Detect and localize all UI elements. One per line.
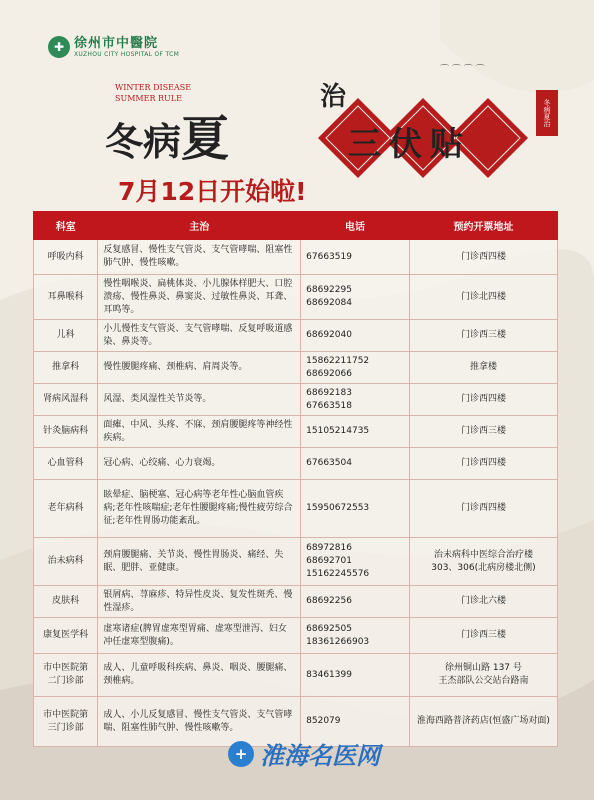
address-cell: 门诊西四楼 — [409, 448, 557, 480]
phone-cell: 83461399 — [301, 654, 410, 697]
address-cell: 门诊西四楼 — [409, 480, 557, 538]
flying-birds-decoration: ⌒ ⌒ ⌒ ⌒ — [440, 65, 485, 75]
header-address: 预约开票地址 — [409, 212, 557, 240]
table-row — [34, 384, 558, 416]
phone-cell: 15862211752 68692066 — [301, 352, 410, 384]
dept-cell: 肾病风湿科 — [34, 384, 98, 416]
address-cell: 门诊北四楼 — [409, 275, 557, 320]
dept-cell: 市中医院第三门诊部 — [34, 697, 98, 747]
title-zhi: 治 — [320, 82, 347, 112]
treatment-cell: 颈肩腰腿痛、关节炎、慢性胃肠炎、痛经、失眠、肥胖、亚健康。 — [98, 538, 301, 586]
address-cell: 门诊北六楼 — [409, 586, 557, 618]
treatment-cell: 银屑病、荨麻疹、特异性皮炎、复发性斑秃、慢性湿疹。 — [98, 586, 301, 618]
phone-cell: 67663504 — [301, 448, 410, 480]
dept-cell: 心血管科 — [34, 448, 98, 480]
hospital-logo — [48, 36, 179, 58]
table-row — [34, 352, 558, 384]
watermark-text: 淮海名医网 — [260, 741, 380, 770]
table-row — [34, 654, 558, 697]
phone-cell: 68692295 68692084 — [301, 275, 410, 320]
start-date-banner: 7月12日开始啦! — [118, 177, 307, 206]
english-line-1: WINTER DISEASE — [115, 83, 192, 92]
treatment-cell: 成人、儿童呼吸科疾病、鼻炎、咽炎、腰腿痛、颈椎病。 — [98, 654, 301, 697]
table-row — [34, 480, 558, 538]
phone-cell: 68692505 18361266903 — [301, 618, 410, 654]
phone-cell: 67663519 — [301, 240, 410, 275]
treatment-cell: 慢性咽喉炎、扁桃体炎、小儿腺体样肥大、口腔溃疡、慢性鼻炎、鼻窦炎、过敏性鼻炎、耳聋、耳鸣等。 — [98, 275, 301, 320]
address-cell: 门诊西四楼 — [409, 240, 557, 275]
phone-cell: 68692183 67663518 — [301, 384, 410, 416]
phone-cell: 15950672553 — [301, 480, 410, 538]
table-row — [34, 275, 558, 320]
address-cell: 门诊西三楼 — [409, 618, 557, 654]
logo-chinese-name: 徐州市中醫院 — [74, 35, 159, 51]
phone-cell: 68692040 — [301, 320, 410, 352]
address-cell: 推拿楼 — [409, 352, 557, 384]
site-watermark — [228, 736, 380, 771]
header-phone: 电话 — [301, 212, 410, 240]
dept-cell: 治未病科 — [34, 538, 98, 586]
title-xia: 夏 — [181, 111, 230, 167]
department-table — [33, 211, 558, 747]
header-treatment: 主治 — [98, 212, 301, 240]
treatment-cell: 小儿慢性支气管炎、支气管哮喘、反复呼吸道感染、鼻炎等。 — [98, 320, 301, 352]
table-row — [34, 416, 558, 448]
table-row — [34, 586, 558, 618]
address-cell: 门诊西三楼 — [409, 416, 557, 448]
dept-cell: 耳鼻喉科 — [34, 275, 98, 320]
treatment-cell: 虚寒诸症(脾胃虚寒型胃痛、虚寒型泄泻、妇女冲任虚寒型腹痛)。 — [98, 618, 301, 654]
table-row — [34, 240, 558, 275]
treatment-cell: 冠心病、心绞痛、心力衰竭。 — [98, 448, 301, 480]
address-cell: 淮海西路普济药店(恒盛广场对面) — [409, 697, 557, 747]
dept-cell: 呼吸内科 — [34, 240, 98, 275]
dept-cell: 推拿科 — [34, 352, 98, 384]
dept-cell: 皮肤科 — [34, 586, 98, 618]
sanfu-tie-title: 三伏贴 — [348, 124, 471, 163]
address-cell: 治未病科中医综合治疗楼 303、306(北病房楼北侧) — [409, 538, 557, 586]
dept-cell: 儿科 — [34, 320, 98, 352]
english-line-2: SUMMER RULE — [115, 94, 182, 103]
logo-english-name: XUZHOU CITY HOSPITAL OF TCM — [74, 50, 180, 58]
treatment-cell: 慢性腰腿疼痛、颈椎病、肩周炎等。 — [98, 352, 301, 384]
medical-cross-icon: + — [228, 741, 254, 767]
table-row — [34, 618, 558, 654]
address-cell: 门诊西四楼 — [409, 384, 557, 416]
phone-cell: 68692256 — [301, 586, 410, 618]
phone-cell: 68972816 68692701 15162245576 — [301, 538, 410, 586]
red-seal-stamp: 冬病夏治 — [536, 90, 558, 136]
dept-cell: 针灸脑病科 — [34, 416, 98, 448]
address-cell: 徐州铜山路 137 号 王杰部队公交站台路南 — [409, 654, 557, 697]
dept-cell: 康复医学科 — [34, 618, 98, 654]
treatment-cell: 眩晕症、脑梗塞、冠心病等老年性心脑血管疾病;老年性咳喘症;老年性腰腿疼痛;慢性疲劳综合征;老年性胃肠功能紊乱。 — [98, 480, 301, 538]
header-dept: 科室 — [34, 212, 98, 240]
tree-emblem-icon: ✚ — [48, 36, 70, 58]
treatment-cell: 成人、小儿反复感冒、慢性支气管炎、支气管哮喘、阻塞性肺气肿、慢性咳嗽等。 — [98, 697, 301, 747]
table-row — [34, 448, 558, 480]
treatment-cell: 反复感冒、慢性支气管炎、支气管哮喘、阻塞性肺气肿、慢性咳嗽。 — [98, 240, 301, 275]
dept-cell: 市中医院第二门诊部 — [34, 654, 98, 697]
address-cell: 门诊西三楼 — [409, 320, 557, 352]
treatment-cell: 面瘫、中风、头疼、不寐、颈肩腰腿疼等神经性疾病。 — [98, 416, 301, 448]
table-header-row — [34, 212, 558, 240]
table-row — [34, 538, 558, 586]
dept-cell: 老年病科 — [34, 480, 98, 538]
title-dongbing: 冬病 — [105, 119, 182, 164]
table-row — [34, 320, 558, 352]
treatment-cell: 风湿、类风湿性关节炎等。 — [98, 384, 301, 416]
phone-cell: 15105214735 — [301, 416, 410, 448]
phone-cell: 852079 — [301, 697, 410, 747]
